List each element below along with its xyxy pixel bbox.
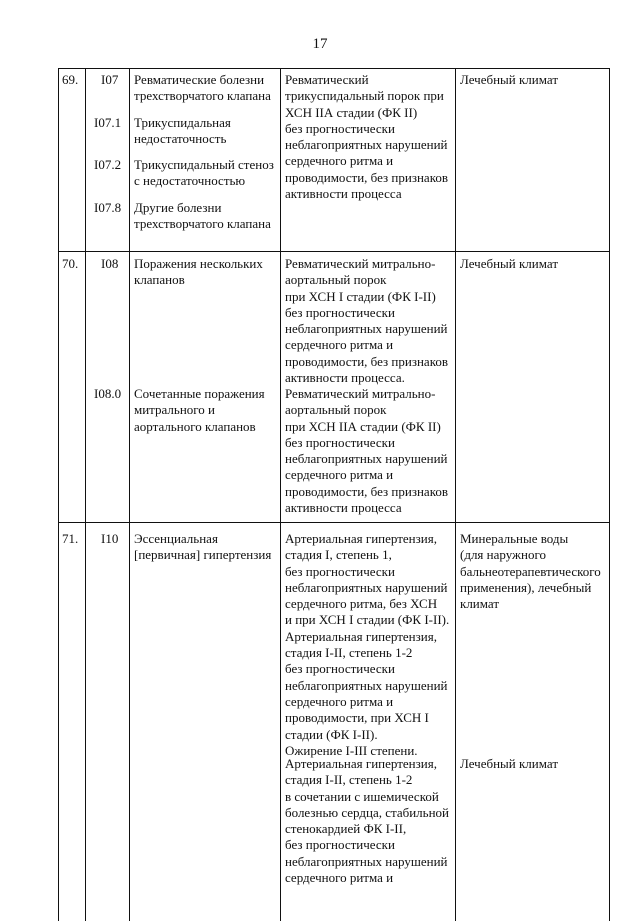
row-divider [58,522,610,523]
condition-text: Ревматический митрально- аортальный порок при ХСН I стадии (ФК I-II) без прогностически неблагоприятных нарушений сердечного ритма и проводимости, без признаков активности процесса. [285,256,448,386]
table-border-left [58,68,59,921]
diagnosis-code: I07 [101,72,119,87]
diagnosis-name: Эссенциальная [первичная] гипертензия [134,531,272,563]
row-number: 69. [62,72,79,87]
column-divider [85,68,86,921]
diagnosis-name: Сочетанные поражения митрального и аортального клапанов [134,386,265,434]
diagnosis-name: Поражения нескольких клапанов [134,256,263,288]
row-number: 70. [62,256,79,271]
row-number: 71. [62,531,79,546]
diagnosis-code: I07.2 [94,157,122,172]
healing-factor: Лечебный климат [460,72,559,87]
column-divider [129,68,130,921]
healing-factor: Минеральные воды (для наружного бальнеотерапевтического применения), лечебный климат [460,531,601,612]
diagnosis-code: I07.8 [94,200,122,215]
diagnosis-code: I08 [101,256,119,271]
diagnosis-name: Другие болезни трехстворчатого клапана [134,200,271,232]
condition-text: Артериальная гипертензия, стадия I-II, степень 1-2 в сочетании с ишемической болезнью сердца, стабильной стенокардией ФК I-II, без прогностически неблагоприятных нарушений сердечного ритма и [285,756,449,886]
diagnosis-name: Ревматические болезни трехстворчатого клапана [134,72,271,104]
table-border-top [58,68,610,69]
condition-text: Артериальная гипертензия, стадия I, степень 1, без прогностически неблагоприятных нарушений сердечного ритма, без ХСН и при ХСН I стадии (ФК I-II). Артериальная гипертензия, стадия I-II, степень 1-2 без прогностически неблагоприятных нарушений сердечного ритма и проводимости, при ХСН I стадии (ФК I-II). Ожирение I-III степени. [285,531,450,758]
condition-text: Ревматический трикуспидальный порок при ХСН IIА стадии (ФК II) без прогностически неблагоприятных нарушений сердечного ритма и проводимости, без признаков активности процесса [285,72,448,202]
healing-factor: Лечебный климат [460,256,559,271]
diagnosis-code: I10 [101,531,119,546]
column-divider [280,68,281,921]
diagnosis-name: Трикуспидальный стеноз с недостаточностью [134,157,274,189]
table-border-right [609,68,610,921]
condition-text: Ревматический митрально- аортальный порок при ХСН IIА стадии (ФК II) без прогностически неблагоприятных нарушений сердечного ритма и проводимости, без признаков активности процесса [285,386,448,516]
diagnosis-code: I08.0 [94,386,122,401]
diagnosis-name: Трикуспидальная недостаточность [134,115,231,147]
diagnosis-code: I07.1 [94,115,122,130]
healing-factor: Лечебный климат [460,756,559,771]
row-divider [58,251,610,252]
page-number: 17 [312,36,328,52]
column-divider [455,68,456,921]
